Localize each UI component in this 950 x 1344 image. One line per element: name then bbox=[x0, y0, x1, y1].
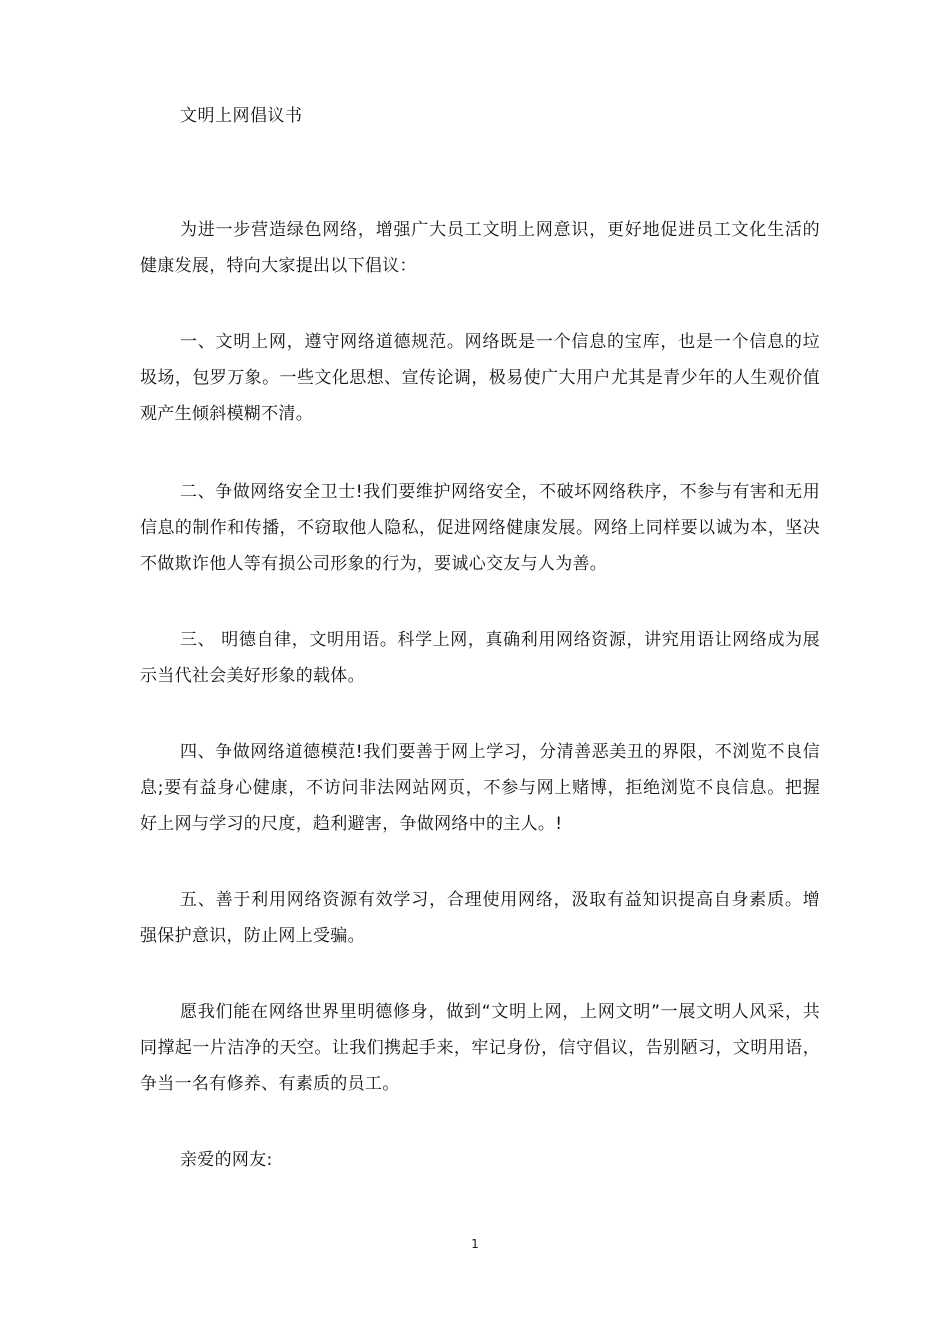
paragraph-item-5: 五、善于利用网络资源有效学习，合理使用网络，汲取有益知识提高自身素质。增强保护意识，防止网上受骗。 bbox=[140, 890, 820, 946]
page-number: 1 bbox=[471, 1237, 479, 1251]
paragraph-salutation: 亲爱的网友: bbox=[180, 1150, 273, 1170]
paragraph-item-3: 三、 明德自律，文明用语。科学上网，真确利用网络资源，讲究用语让网络成为展示当代社会美好形象的载体。 bbox=[140, 630, 820, 686]
document-title: 文明上网倡议书 bbox=[180, 106, 303, 126]
paragraph-item-2: 二、争做网络安全卫士!我们要维护网络安全，不破坏网络秩序，不参与有害和无用信息的制作和传播，不窃取他人隐私，促进网络健康发展。网络上同样要以诚为本，坚决不做欺诈他人等有损公司形象的行为，要诚心交友与人为善。 bbox=[140, 482, 820, 574]
paragraph-intro: 为进一步营造绿色网络，增强广大员工文明上网意识，更好地促进员工文化生活的健康发展，特向大家提出以下倡议： bbox=[140, 220, 820, 276]
paragraph-closing: 愿我们能在网络世界里明德修身，做到“文明上网，上网文明”一展文明人风采，共同撑起一片洁净的天空。让我们携起手来，牢记身份，信守倡议，告别陋习，文明用语，争当一名有修养、有素质的员工。 bbox=[140, 1002, 820, 1094]
paragraph-item-4: 四、争做网络道德模范!我们要善于网上学习，分清善恶美丑的界限，不浏览不良信息;要有益身心健康，不访问非法网站网页，不参与网上赌博，拒绝浏览不良信息。把握好上网与学习的尺度，趋利避害，争做网络中的主人。! bbox=[140, 742, 820, 834]
paragraph-item-1: 一、文明上网，遵守网络道德规范。网络既是一个信息的宝库，也是一个信息的垃圾场，包罗万象。一些文化思想、宣传论调，极易使广大用户尤其是青少年的人生观价值观产生倾斜模糊不清。 bbox=[140, 332, 820, 424]
